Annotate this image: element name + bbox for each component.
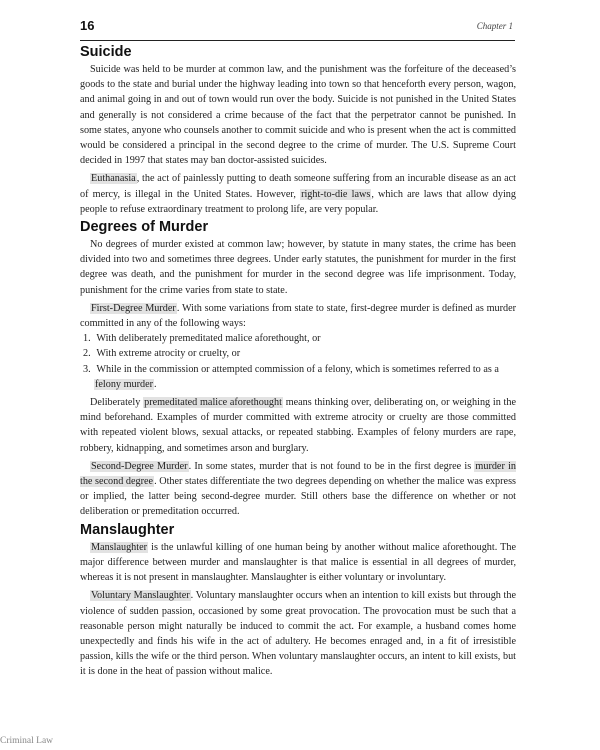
list-number: 2. — [83, 348, 91, 360]
paragraph-text: , which are laws that allow dying people to refuse extraordinary treatment to prolong life, are very popular. — [80, 188, 516, 215]
list-item — [80, 331, 516, 346]
paragraph-degrees-1: No degrees of murder existed at common law; however, by statute in many states, the crime has been divided into two and sometimes three degrees. Under early statutes, the punishment for murder in the first degree was death, and the punishment for murder in the second degree was life imprisonment. Today, punishment for the crime varies from state to state. — [80, 239, 516, 296]
term-voluntary-manslaughter: Voluntary Manslaughter — [91, 590, 190, 602]
paragraph-text: . Voluntary manslaughter occurs when an intention to kill exists but through the violence of sudden passion, occasioned by some great provocation. The provocation must be such that a reasonable person might naturally be induced to commit the act. For example, a husband comes home unexpectedly and finds his wife in the act of adultery. He becomes enraged and, in a fit of irresistible passion, kills the wife or the third person. When voluntary manslaughter occurs, an intent to kill exists, but it is done in the heat of passion without malice. — [80, 590, 516, 678]
list-item — [80, 362, 516, 392]
term-euthanasia: Euthanasia — [91, 173, 136, 185]
paragraph-text: . In some states, murder that is not found to be in the first degree is — [188, 460, 475, 472]
paragraph-manslaughter-2 — [80, 588, 516, 679]
term-second-degree-murder: Second-Degree Murder — [91, 460, 188, 472]
list-item — [80, 346, 516, 361]
paragraph-text: means thinking over, deliberating on, or weighing in the mind beforehand. Examples of murder committed with extreme atrocity or cruelty are those committed with repeated violent blows, sexual attacks, or repeated stabbing. Examples of felony murders are rape, robbery, kidnapping, and sometimes arson and burglary. — [80, 397, 516, 454]
heading-suicide: Suicide — [80, 44, 132, 60]
list-text: . — [154, 378, 157, 390]
list-text: While in the commission or attempted commission of a felony, which is sometimes referred to as a — [96, 363, 499, 375]
term-right-to-die-laws: right-to-die laws — [301, 188, 371, 200]
page-number: 16 — [80, 18, 95, 33]
chapter-label: Chapter 1 — [476, 21, 513, 31]
list-number: 3. — [83, 363, 91, 375]
term-manslaughter: Manslaughter — [91, 541, 148, 553]
list-text: With extreme atrocity or cruelty, or — [96, 348, 241, 360]
paragraph-text: . With some variations from state to state, first-degree murder is defined as murder committed in any of the following ways: — [80, 302, 516, 330]
list-text: With deliberately premeditated malice aforethought, or — [96, 333, 321, 345]
paragraph-degrees-4 — [80, 459, 516, 520]
paragraph-text: . Other states differentiate the two degrees depending on whether the malice was express or implied, the latter being second-degree murder. Still others base the difference on whether or not deliberation or premeditation occurred. — [80, 476, 516, 518]
paragraph-text: , the act of painlessly putting to death someone suffering from an incurable disease as an act of mercy, is illegal in the United States. However, — [80, 173, 516, 200]
paragraph-text: Deliberately — [90, 397, 144, 409]
page-body — [80, 42, 516, 680]
heading-manslaughter: Manslaughter — [80, 521, 175, 538]
paragraph-text: is the unlawful killing of one human being by another without malice aforethought. The major difference between murder and manslaughter is that malice is essential in all degrees of murder, whereas it is not present in manslaughter. Manslaughter is either voluntary or involuntary. — [80, 541, 516, 584]
paragraph-manslaughter-1 — [80, 540, 516, 586]
page-header — [80, 18, 515, 41]
term-premeditated-malice: premeditated malice aforethought — [144, 397, 282, 409]
page-footer: Criminal Law — [0, 736, 54, 746]
term-murder-second-degree: murder in the second degree — [80, 460, 516, 488]
paragraph-suicide-2 — [80, 171, 516, 217]
term-first-degree-murder: First-Degree Murder — [91, 302, 176, 314]
term-felony-murder: felony murder — [95, 378, 153, 390]
paragraph-suicide-1: Suicide was held to be murder at common law, and the punishment was the forfeiture of the deceased’s goods to the state and burial under the highway leading into town so that henceforth every person, wagon, and animal going in and out of town would run over the body. Suicide is not punished in the United States and generally is not considered a crime because of the fact that the perpetrator cannot be punished. In some states, anyone who counsels another to commit suicide and who is present when the act is committed would be considered a principal in the second degree to the crime of murder. The U.S. Supreme Court decided in 1997 that states may ban doctor-assisted suicides. — [80, 64, 516, 167]
first-degree-list — [80, 331, 516, 392]
list-number: 1. — [83, 333, 91, 345]
paragraph-degrees-2 — [80, 301, 516, 331]
paragraph-degrees-3 — [80, 395, 516, 456]
heading-degrees-of-murder: Degrees of Murder — [80, 219, 209, 236]
